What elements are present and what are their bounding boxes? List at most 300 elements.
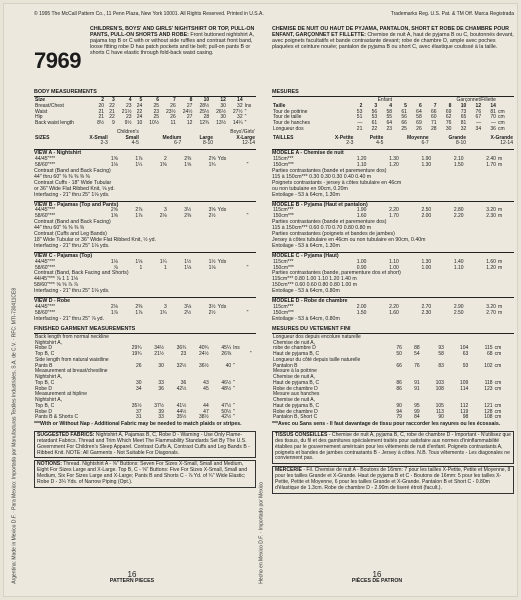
- mesure-value: 30: [445, 125, 452, 132]
- mesure-value: 64: [386, 120, 393, 127]
- body-measure-value: 22: [136, 108, 143, 115]
- finished-en-label: Robe D: [35, 345, 52, 352]
- view-fr-yardage-value: 2.50: [453, 309, 464, 316]
- view-en-fabric-width: 58/60"***: [35, 264, 56, 271]
- view-fr-fabric-width: 150cm***: [273, 161, 294, 168]
- view-fr-yardage-value: 1.60: [486, 258, 496, 265]
- tissus-box: [272, 431, 514, 464]
- view-fr-yardage-value: 1.10: [389, 258, 399, 265]
- view-fr-yardage-value: 2.20: [389, 207, 399, 214]
- body-measure-value: 28: [203, 114, 210, 121]
- body-measure-value: 2: [101, 97, 105, 104]
- finished-en-value: 21½: [154, 351, 164, 358]
- view-fr-yardage-value: 2.40: [486, 156, 496, 163]
- views-fr: [272, 149, 514, 322]
- tissus-title: TISSUS CONSEILLÉS: [275, 432, 328, 439]
- finished-en-value: 41½: [176, 402, 187, 409]
- mesure-unit: cm: [497, 114, 505, 121]
- view-en-yardage-unit: ": [246, 213, 249, 220]
- view-en-yardage-value: 2½: [208, 309, 216, 316]
- copyright-line: [34, 12, 514, 18]
- body-measure-value: 23½: [166, 108, 176, 115]
- finished-en-value: 33: [158, 414, 164, 421]
- mesure-value: 61: [371, 120, 378, 127]
- mesure-value: 76: [475, 108, 482, 115]
- view-en-title: VIEW B - Pajamas (Top and Pants): [34, 201, 256, 209]
- mesure-label: Tour de taille: [273, 114, 302, 121]
- view-fr-yardage-value: 2.20: [389, 304, 399, 311]
- description-en: [90, 26, 256, 56]
- finished-en-table: [34, 335, 256, 421]
- nap-note-fr: ***Avec ou Sans sens - Il faut davantage de tissu pour raccorder les rayures ou les écossais.: [272, 421, 501, 428]
- body-measure-value: 23: [153, 108, 160, 115]
- body-measure-value: 14¼: [232, 120, 243, 127]
- size-en-range: 2-3: [100, 140, 108, 147]
- view-fr-title: MODELE A - Chemise de nuit: [272, 149, 514, 157]
- view-en-fabric-width: 58/60"***: [35, 309, 56, 316]
- view-en-yardage-table: [34, 305, 256, 317]
- view-en-title: VIEW C - Pajamas (Top): [34, 252, 256, 260]
- body-measure-label: Waist: [35, 108, 48, 115]
- size-en-range: 8-10: [203, 140, 214, 147]
- body-measure-label: Breast/Chest: [35, 102, 64, 109]
- view-fr-fabric-width: 115cm***: [273, 156, 294, 163]
- finished-en-value: 30: [135, 379, 142, 386]
- body-measure-value: 26½: [216, 108, 226, 115]
- view-en-yardage-value: 1⅛: [135, 258, 143, 265]
- view-en-block: [34, 252, 256, 295]
- body-measure-value: 23: [125, 102, 132, 109]
- finished-fr-value: 86: [396, 385, 402, 392]
- view-en-yardage-unit: ": [246, 309, 249, 316]
- sizes-en-table: [34, 130, 256, 147]
- body-measure-unit: ": [244, 108, 247, 115]
- finished-en-label: Measurement at breast/chestline: [35, 368, 108, 375]
- mesure-value: 5: [404, 102, 407, 109]
- pattern-pieces-fr: [342, 570, 412, 585]
- finished-en-value: 39: [158, 408, 164, 415]
- view-en-note: Interfacing - 21" thru 25" 1⅛ yds.: [34, 242, 110, 249]
- finished-fr-label: Pantalon B: [273, 362, 298, 369]
- view-en-yardage-value: 1¾: [159, 309, 167, 316]
- finished-en-value: 37: [135, 408, 142, 415]
- view-fr-note: Parties contrastantes (bande, parementure dos et short): [272, 270, 401, 277]
- mesure-value: 61: [401, 108, 407, 115]
- notions-box: [34, 460, 256, 487]
- finished-en-value: 46½: [221, 379, 232, 386]
- view-fr-yardage-table: [272, 157, 514, 169]
- description-fr-body: Chemise de nuit A, haut de pyjama B ou C, boutonnés devant, avec poignets facultatifs et bande contrastante devant; robe de chambre D, ample avec poches plaquées et ceinture nouée; pantalon de pyjama B ou short C, avec élastique coulissé à la taille.: [272, 32, 514, 51]
- finished-en-unit: ": [233, 385, 235, 392]
- mesure-value: 14: [490, 102, 496, 109]
- children-heading: Children's: [116, 128, 139, 135]
- view-fr-yardage-value: 3.20: [486, 304, 496, 311]
- finished-en-unit: ": [233, 362, 235, 369]
- copyright-text: © 1995 The McCall Pattern Co., 11 Penn Plaza, New York 10001. All Rights Reserved. Printed in U.S.A.: [34, 11, 264, 17]
- view-fr-yardage-value: 1.40: [453, 258, 464, 265]
- mesure-value: 56: [371, 108, 378, 115]
- view-en-yardage-value: 3: [163, 304, 167, 311]
- finished-en-value: 47: [203, 408, 209, 415]
- finished-en-value: 40¾: [199, 345, 209, 352]
- finished-fr-unit: cm: [494, 345, 502, 352]
- view-en-yardage-value: 2⅜: [184, 213, 192, 220]
- view-en-yardage-value: 2⅝: [208, 156, 216, 163]
- mesure-value: 60: [431, 114, 437, 121]
- view-en-yardage-value: 2⅞: [135, 207, 143, 214]
- finished-fr-label: Haut de pyjama B, C: [273, 351, 320, 358]
- mesures-table: [272, 98, 514, 133]
- view-en-fabric-width: 58/60"***: [35, 161, 56, 168]
- mesure-value: 65: [460, 114, 467, 121]
- view-en-yardage-value: 2⅜: [184, 156, 192, 163]
- suggested-fabrics-body: Nightshirt A, Pajamas B, C, Robe D - Warning - Use Only Flame-retardant Fabrics. Thread and Trim Which Meet The Flammability Standards Set By The U.S. Government For Children's Sleep Apparel. Contrast Cuffs A, Contrast Cuffs and Leg Bands B - Ribbed Knit. NOTE: All Garments - Not Suitable For Diagonals.: [37, 432, 250, 456]
- finished-en-label: Back length from normal neckline: [35, 333, 109, 340]
- mesure-row: [272, 127, 514, 133]
- body-measure-value: 26: [170, 114, 176, 121]
- view-en-yardage-value: 1½: [184, 258, 192, 265]
- view-fr-yardage-value: 1.10: [356, 161, 367, 168]
- description-en-title: CHILDREN'S, BOYS' AND GIRLS' NIGHTSHIRT OR TOP, PULL-ON PANTS, PULL-ON SHORTS AND ROBE:: [90, 26, 255, 39]
- finished-en-value: 32½: [176, 362, 187, 369]
- mesure-value: 70: [490, 114, 496, 121]
- view-fr-yardage-value: 2.10: [453, 156, 464, 163]
- mesure-value: 10: [460, 102, 467, 109]
- notions-body: Thread. Nightshirt A - ⅝" Buttons: Seven For Sizes X-Small, Small and Medium, Eight For Sizes Large and X-Large. Top B, C - ⅝" Buttons: Five For Sizes X-Small, Small and Medium, Six For Sizes Large and X-Large; Pants B and Shorts C - ⅞ Yd. of ¾" Wide Elastic; Robe D - 3¼ Yds. of Narrow Piping (Opt.).: [37, 461, 248, 485]
- mesure-value: 26: [416, 125, 422, 132]
- view-fr-yardage-value: 1.50: [356, 309, 367, 316]
- finished-en-value: 30: [158, 362, 164, 369]
- view-fr-block: [272, 252, 514, 295]
- mesure-value: —: [490, 120, 496, 127]
- body-measure-value: 10: [203, 97, 210, 104]
- body-measure-value: 9½: [124, 120, 132, 127]
- body-measure-value: 24: [136, 114, 143, 121]
- body-measure-unit: ": [244, 114, 247, 121]
- view-fr-note: Entoilage - 53 à 64cm, 0.80m: [272, 315, 340, 322]
- size-en-label: X-Large: [236, 134, 255, 141]
- finished-fr-value: 103: [435, 379, 444, 386]
- body-measure-value: 25: [153, 114, 160, 121]
- finished-fr-label: Haut de pyjama B, C: [273, 379, 320, 386]
- mesure-value: 66: [401, 120, 407, 127]
- view-fr-note: 115 à 150cm*** 0.60 0.70 0.70 0.80 0.80 m: [272, 224, 372, 231]
- view-en-note: Contrast Cuffs - 18" Wide Tubular: [34, 179, 112, 186]
- finished-en-value: 26⅜: [221, 351, 232, 358]
- view-en-note: Contrast (Band and Back Facing): [34, 218, 111, 225]
- body-measure-label: Size: [35, 97, 46, 104]
- mesure-value: 2: [359, 102, 363, 109]
- finished-en-unit: Ins: [233, 345, 240, 352]
- view-en-yardage-value: 2⅛: [159, 213, 167, 220]
- view-en-yardage-value: 1½: [208, 258, 216, 265]
- view-en-note: 58/60"*** ⅝ ⅝ ⅞ ⅞: [34, 282, 78, 289]
- sizes-fr-block: [272, 136, 514, 148]
- view-en-fabric-width: 44/45"***: [35, 207, 56, 214]
- description-en-body: Front buttoned nightshirt A, pajama top B or C with or without side ruffles and contrast front band, loose fitting robe D has patch pockets and tie belt; pull-on pants B or shorts C have elastic through fold-back waist casing.: [90, 32, 254, 57]
- finished-fr-value: 93: [438, 345, 444, 352]
- finished-en-value: 19¾: [131, 351, 142, 358]
- body-measure-value: 30: [220, 114, 226, 121]
- mesure-value: 22: [371, 125, 378, 132]
- view-en-note: 18" Wide Tubular or 36" Wide Flat Ribbed Knit, ½ yd.: [34, 236, 156, 243]
- mesure-value: 28: [431, 125, 437, 132]
- suggested-fabrics-box: [34, 431, 256, 458]
- mesure-value: 6: [418, 102, 422, 109]
- finished-fr-value: 119: [460, 408, 469, 415]
- sizes-label: SIZES: [35, 134, 50, 141]
- mesure-value: 58: [416, 114, 422, 121]
- finished-fr-value: 90: [438, 414, 444, 421]
- mesure-value: 36: [490, 125, 496, 132]
- mesure-value: 34: [475, 125, 482, 132]
- mesure-unit: cm: [497, 120, 505, 127]
- size-en-label: Medium: [162, 134, 182, 141]
- french-column: [272, 88, 514, 494]
- view-en-yardage-value: 1⅛: [184, 264, 192, 271]
- mesure-value: 67: [475, 114, 482, 121]
- view-en-note: Contrast (Band, Back Facing and Shorts): [34, 270, 129, 277]
- view-fr-note: 150cm*** 0.60 0.60 0.80 0.80 1.00 m: [272, 282, 358, 289]
- size-fr-range: 8-10: [456, 140, 467, 147]
- finished-fr-value: 99: [414, 408, 420, 415]
- body-measure-unit: ": [244, 120, 247, 127]
- finished-en-value: 23: [180, 351, 187, 358]
- finished-en-label: Robe D: [35, 408, 52, 415]
- finished-en-value: 36½: [199, 362, 209, 369]
- description-fr-title: CHEMISE DE NUIT OU HAUT DE PYJAMA, PANTALON, SHORT ET ROBE DE CHAMBRE POUR ENFANT, GARÇONNET ET FILLETTE:: [272, 26, 509, 39]
- view-en-yardage-value: 2½: [184, 309, 192, 316]
- finished-en-label: Side length from natural waistline: [35, 356, 109, 363]
- view-fr-note: ou non tubulaire en 90cm, 0.20m: [272, 185, 348, 192]
- description-fr: [272, 26, 514, 50]
- finished-en-unit: ": [249, 351, 252, 358]
- finished-fr-unit: cm: [494, 351, 502, 358]
- mesure-value: 69: [416, 120, 422, 127]
- mesure-label: Tour de hanches: [273, 120, 310, 127]
- finished-en-value: 34: [135, 385, 142, 392]
- view-fr-yardage-value: 1.20: [486, 264, 496, 271]
- body-measure-value: 23: [125, 114, 132, 121]
- mesure-label: Longueur dos: [273, 125, 304, 132]
- body-measure-value: 24: [136, 102, 143, 109]
- mercerie-title: MERCERIE: [275, 467, 302, 474]
- size-en-label: Large: [199, 134, 214, 141]
- view-fr-yardage-unit: m: [497, 213, 503, 220]
- body-measure-value: 22: [109, 102, 115, 109]
- view-en-yardage-value: 1¼: [135, 161, 143, 168]
- finished-fr-value: 114: [460, 385, 469, 392]
- view-fr-note: 115 à 150cm*** 0.30 0.30 0.30 0.40 0.40 m: [272, 173, 372, 180]
- view-en-yardage-value: 2⅝: [110, 207, 118, 214]
- english-column: [34, 88, 256, 488]
- finished-en-value: 36: [180, 379, 187, 386]
- mesure-value: 32: [460, 125, 467, 132]
- view-fr-yardage-value: 2.30: [486, 213, 496, 220]
- pattern-pieces-fr-number: 16: [372, 570, 382, 579]
- view-fr-note: Entoilage - 53 à 64cm, 1.30m: [272, 191, 340, 198]
- view-en-yardage-value: 1: [139, 264, 143, 271]
- trademark-text: Trademarks Reg. U.S. Pat. & TM Off. Marca Registrada: [390, 11, 514, 17]
- finished-en-value: 34½: [154, 345, 164, 352]
- view-fr-note: 115cm*** 0.80 1.00 1.10 1.20 1.40 m: [272, 276, 357, 283]
- body-measure-value: 7: [172, 97, 176, 104]
- finished-fr-value: 121: [484, 402, 493, 409]
- finished-en-value: 35½: [176, 414, 187, 421]
- finished-en-label: Nightshirt A,: [35, 339, 62, 346]
- mesure-label: Taille: [273, 102, 286, 109]
- body-measure-value: 27: [186, 114, 193, 121]
- mesure-value: 64: [416, 108, 422, 115]
- view-en-note: 44/45"*** ⅞ 1 1 1⅛: [34, 276, 78, 283]
- view-en-yardage-value: 1⅝: [184, 161, 192, 168]
- view-en-title: VIEW D - Robe: [34, 297, 256, 305]
- finished-en-value: 42½: [176, 385, 187, 392]
- middle-side-notice: [257, 44, 269, 584]
- size-fr-range: 12-14: [500, 140, 513, 147]
- pattern-envelope-back: [4, 4, 517, 596]
- finished-fr-value: 66: [396, 362, 402, 369]
- view-en-yardage-value: 1¼: [159, 258, 167, 265]
- mesure-value: 25: [401, 125, 407, 132]
- mesure-value: 53: [356, 108, 363, 115]
- finished-en-label: Measurement at hipline: [35, 391, 87, 398]
- mesure-value: 23: [386, 125, 393, 132]
- view-en-yardage-value: 1⅞: [110, 309, 118, 316]
- finished-fr-title: MESURES DU VETEMENT FINI: [272, 325, 514, 334]
- finished-fr-label: Mesure à la poitrine: [273, 368, 317, 375]
- mesures-title: MESURES: [272, 88, 514, 97]
- mesure-value: 55: [386, 114, 393, 121]
- mesure-value: 69: [445, 108, 452, 115]
- view-fr-yardage-value: 3.20: [486, 207, 496, 214]
- view-fr-yardage-value: 1.20: [389, 161, 399, 168]
- finished-fr-label: Robe de chambre D: [273, 408, 318, 415]
- view-en-note: Contrast (Cuffs and Leg Bands): [34, 230, 107, 237]
- finished-fr-value: 90: [396, 402, 402, 409]
- pattern-pieces-fr-label: PIÈCES DE PATRON: [351, 578, 403, 585]
- view-fr-title: MODELE C - Pyjama (Haut): [272, 252, 514, 260]
- view-fr-yardage-value: 1.70: [389, 213, 399, 220]
- view-fr-yardage-value: 1.10: [453, 264, 464, 271]
- finished-fr-label: Haut de pyjama B, C: [273, 402, 320, 409]
- view-en-note: Interfacing - 21" thru 25" 1⅛ yds.: [34, 191, 110, 198]
- finished-en-label: Top B, C: [35, 351, 55, 358]
- view-en-yardage-value: 1⅝: [110, 213, 118, 220]
- finished-fr-value: 94: [396, 408, 402, 415]
- view-en-note: 44" thru 60" ⅜ ⅜ ⅜ ⅜ ⅜: [34, 173, 90, 180]
- mesure-value: 73: [460, 108, 467, 115]
- view-en-yardage-value: 2⅛: [110, 304, 118, 311]
- finished-en-value: 48½: [221, 385, 232, 392]
- view-en-note: Contrast (Band and Back Facing): [34, 167, 111, 174]
- finished-en-label: Pants B & Shorts C: [35, 414, 79, 421]
- finished-en-value: 29¾: [131, 345, 142, 352]
- finished-fr-value: 68: [487, 351, 493, 358]
- view-fr-yardage-unit: m: [497, 156, 503, 163]
- nap-note-en: ***With or Without Nap - Additional Fabric may be needed to match plaids or stripes.: [34, 421, 242, 428]
- finished-fr-value: 113: [435, 408, 444, 415]
- mesure-value: 71: [431, 120, 437, 127]
- view-fr-fabric-width: 150cm***: [273, 213, 294, 220]
- view-fr-yardage-unit: m: [497, 304, 503, 311]
- view-fr-yardage-value: 2.50: [421, 207, 432, 214]
- mesure-label: Tour de poitrine: [273, 108, 308, 115]
- middle-side-text: Hecho en Mexico D.F. · Importado por Mexico: [258, 482, 265, 584]
- finished-fr-value: 123: [484, 385, 493, 392]
- finished-en-title: FINISHED GARMENT MEASUREMENTS: [34, 325, 256, 334]
- view-fr-title: MODELE B - Pyjama (Haut et pantalon): [272, 201, 514, 209]
- body-measure-value: 21: [98, 108, 105, 115]
- view-fr-yardage-unit: m: [497, 258, 503, 265]
- body-measure-value: 4: [128, 97, 132, 104]
- body-measure-value: 9: [112, 120, 115, 127]
- finished-en-value: 36: [158, 385, 164, 392]
- view-fr-block: [272, 149, 514, 198]
- finished-en-value: 38½: [199, 414, 209, 421]
- mesure-value: 8: [448, 102, 452, 109]
- view-en-fabric-width: 44/45"***: [35, 156, 56, 163]
- boys-girls-heading: Boys'/Girls': [230, 128, 255, 135]
- view-en-yardage-value: 1⅛: [110, 161, 118, 168]
- body-measure-value: 25½: [199, 108, 210, 115]
- view-en-fabric-width: 44/45"***: [35, 304, 56, 311]
- mesure-value: 7: [433, 102, 437, 109]
- view-en-yardage-unit: Yds: [217, 258, 227, 265]
- finished-en-value: 37½: [154, 402, 164, 409]
- body-measure-value: 13½: [216, 120, 226, 127]
- view-fr-yardage-value: 2.70: [421, 304, 432, 311]
- finished-fr-value: 95: [414, 402, 420, 409]
- view-en-yardage-unit: ": [246, 161, 249, 168]
- view-fr-block: [272, 201, 514, 250]
- view-fr-yardage-value: 1.30: [421, 258, 432, 265]
- finished-fr-value: 50: [396, 351, 402, 358]
- sizes-en-block: [34, 130, 256, 147]
- view-fr-yardage-value: 1.00: [421, 264, 432, 271]
- view-fr-yardage-value: 2.20: [453, 213, 464, 220]
- finished-fr-label: Longueur du côté depuis taille naturelle: [273, 356, 361, 363]
- view-fr-yardage-value: 2.80: [453, 207, 464, 214]
- finished-en-value: 42½: [221, 414, 232, 421]
- view-en-note: Interfacing - 21" thru 25" ⅞ yd.: [34, 315, 105, 322]
- body-measure-row: [34, 121, 256, 127]
- left-side-notice: [8, 84, 28, 584]
- view-en-yardage-value: 3⅛: [184, 304, 192, 311]
- view-fr-note: Parties contrastantes (poignets et bandes de jambes): [272, 230, 395, 237]
- finished-en-value: 26: [135, 362, 142, 369]
- view-en-note: 44" thru 60" ⅜ ⅜ ⅜ ⅜: [34, 224, 85, 231]
- view-en-yardage-value: 3½: [208, 304, 216, 311]
- size-fr-label: X-Grande: [490, 134, 513, 141]
- body-measure-value: 21½: [121, 108, 132, 115]
- view-fr-yardage-value: 1.20: [356, 156, 367, 163]
- mesure-unit: cm: [497, 108, 505, 115]
- view-en-yardage-value: 1: [163, 264, 167, 271]
- finished-fr-value: 128: [484, 408, 493, 415]
- mesure-unit: cm: [497, 125, 505, 132]
- finished-fr-value: 88: [414, 345, 420, 352]
- size-fr-range: 4-5: [376, 140, 384, 147]
- size-en-label: X-Small: [89, 134, 108, 141]
- finished-fr-label: Chemise de nuit A,: [273, 374, 315, 381]
- finished-fr-label: Mesure aux hanches: [273, 391, 320, 398]
- pattern-pieces-en: [102, 570, 162, 585]
- suggested-fabrics-title: SUGGESTED FABRICS:: [37, 432, 95, 439]
- view-en-yardage-unit: Yds: [217, 207, 227, 214]
- view-en-yardage-value: 1⅞: [135, 213, 143, 220]
- view-fr-fabric-width: 115cm***: [273, 207, 294, 214]
